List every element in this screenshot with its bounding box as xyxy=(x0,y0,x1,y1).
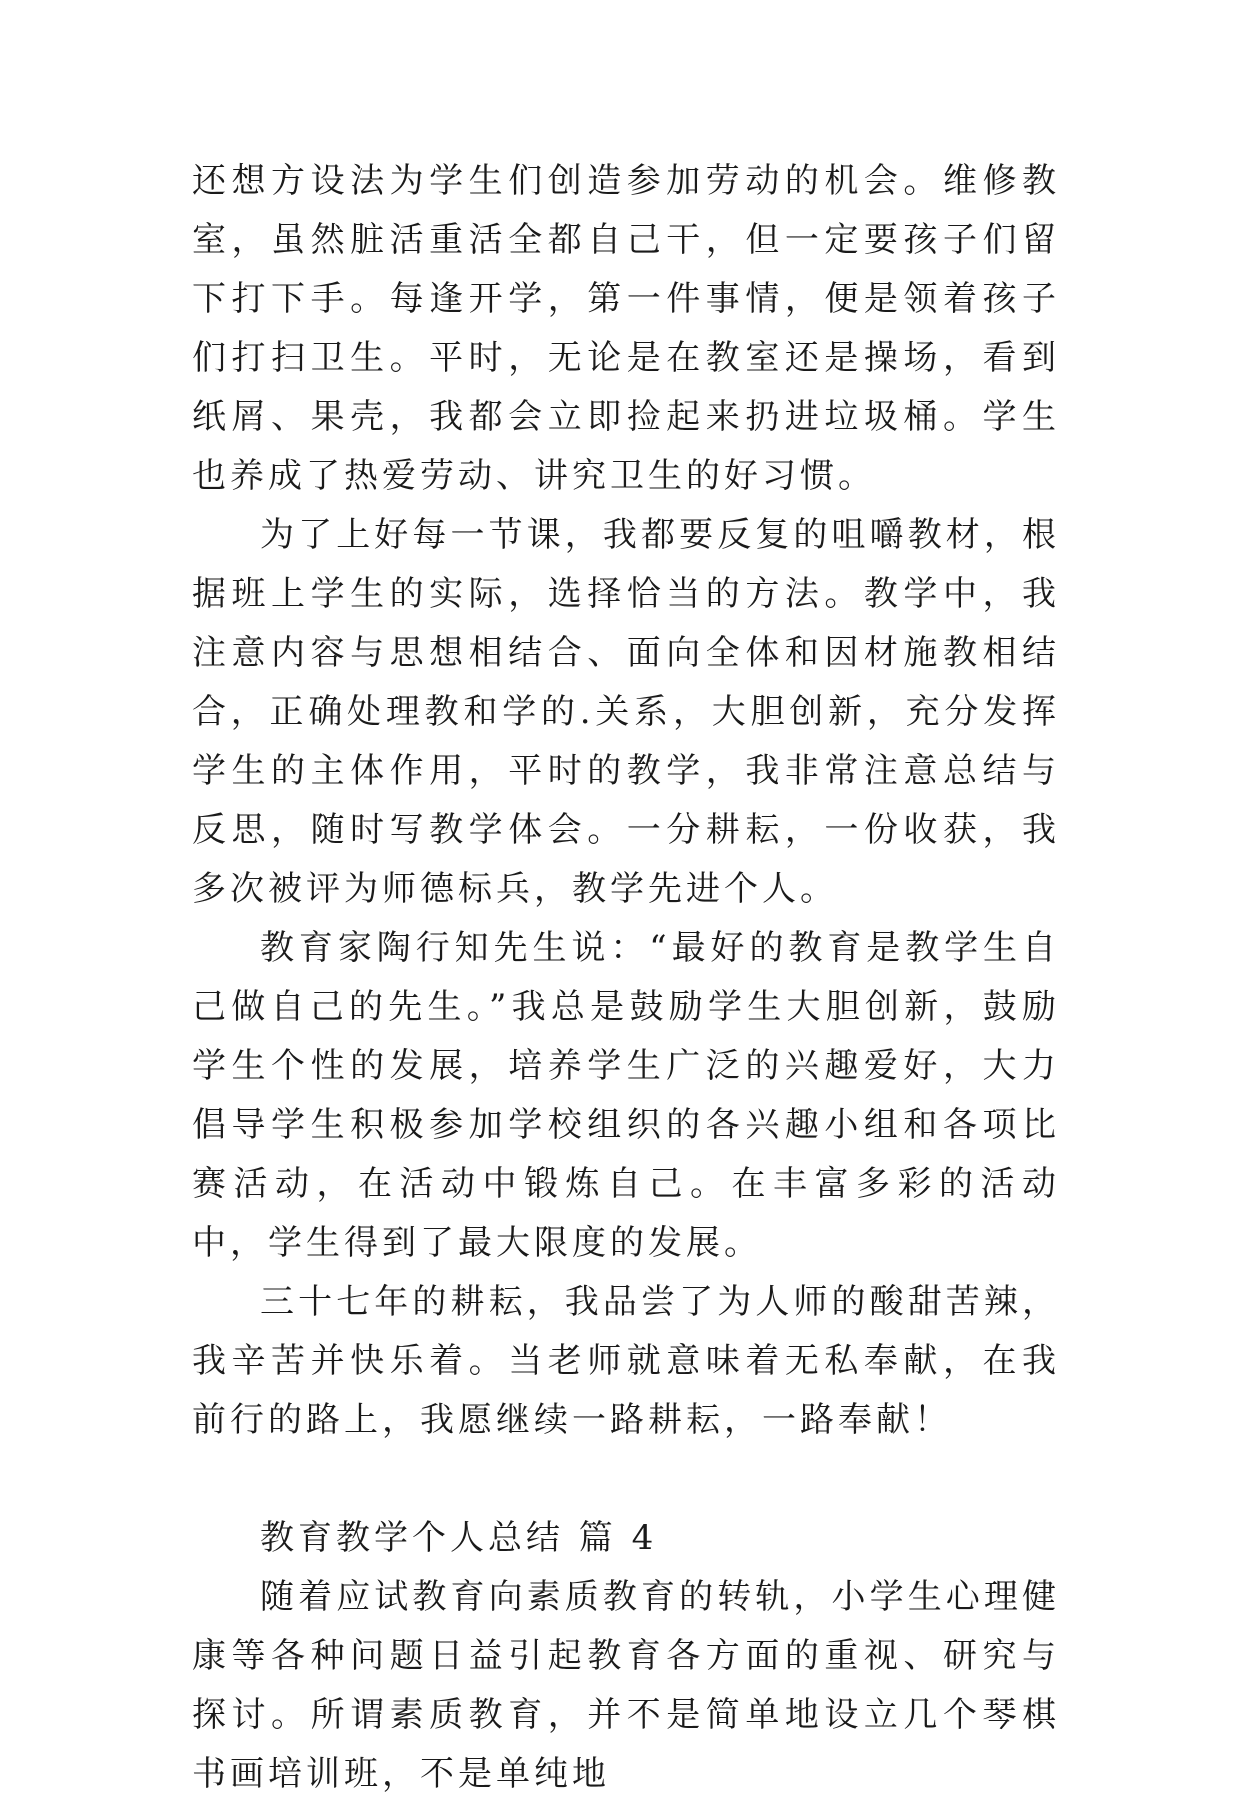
paragraph-continued: 还想方设法为学生们创造参加劳动的机会。维修教室，虽然脏活重活全都自己干，但一定要孩子们留下打下手。每逢开学，第一件事情，便是领着孩子们打扫卫生。平时，无论是在教室还是操场，看到纸屑、果壳，我都会立即捡起来扔进垃圾桶。学生也养成了热爱劳动、讲究卫生的好习惯。 xyxy=(192,161,1060,496)
paragraph-tao-xingzhi-quote: 教育家陶行知先生说：“最好的教育是教学生自己做自己的先生。”我总是鼓励学生大胆创新，鼓励学生个性的发展，培养学生广泛的兴趣爱好，大力倡导学生积极参加学校组织的各兴趣小组和各项比赛活动，在活动中锻炼自己。在丰富多彩的活动中，学生得到了最大限度的发展。 xyxy=(192,928,1060,1263)
section-heading: 教育教学个人总结 篇 4 xyxy=(260,1518,658,1558)
paragraph-conclusion: 三十七年的耕耘，我品尝了为人师的酸甜苦辣，我辛苦并快乐着。当老师就意味着无私奉献，在我前行的路上，我愿继续一路耕耘，一路奉献！ xyxy=(192,1282,1060,1440)
paragraph-lesson-preparation: 为了上好每一节课，我都要反复的咀嚼教材，根据班上学生的实际，选择恰当的方法。教学中，我注意内容与思想相结合、面向全体和因材施教相结合，正确处理教和学的.关系，大胆创新，充分发挥学生的主体作用，平时的教学，我非常注意总结与反思，随时写教学体会。一分耕耘，一份收获，我多次被评为师德标兵，教学先进个人。 xyxy=(192,515,1060,909)
paragraph-quality-education: 随着应试教育向素质教育的转轨，小学生心理健康等各种问题日益引起教育各方面的重视、研究与探讨。所谓素质教育，并不是简单地设立几个琴棋书画培训班，不是单纯地 xyxy=(192,1577,1060,1794)
document-body xyxy=(192,152,1060,1804)
section-spacer xyxy=(192,1450,1060,1509)
